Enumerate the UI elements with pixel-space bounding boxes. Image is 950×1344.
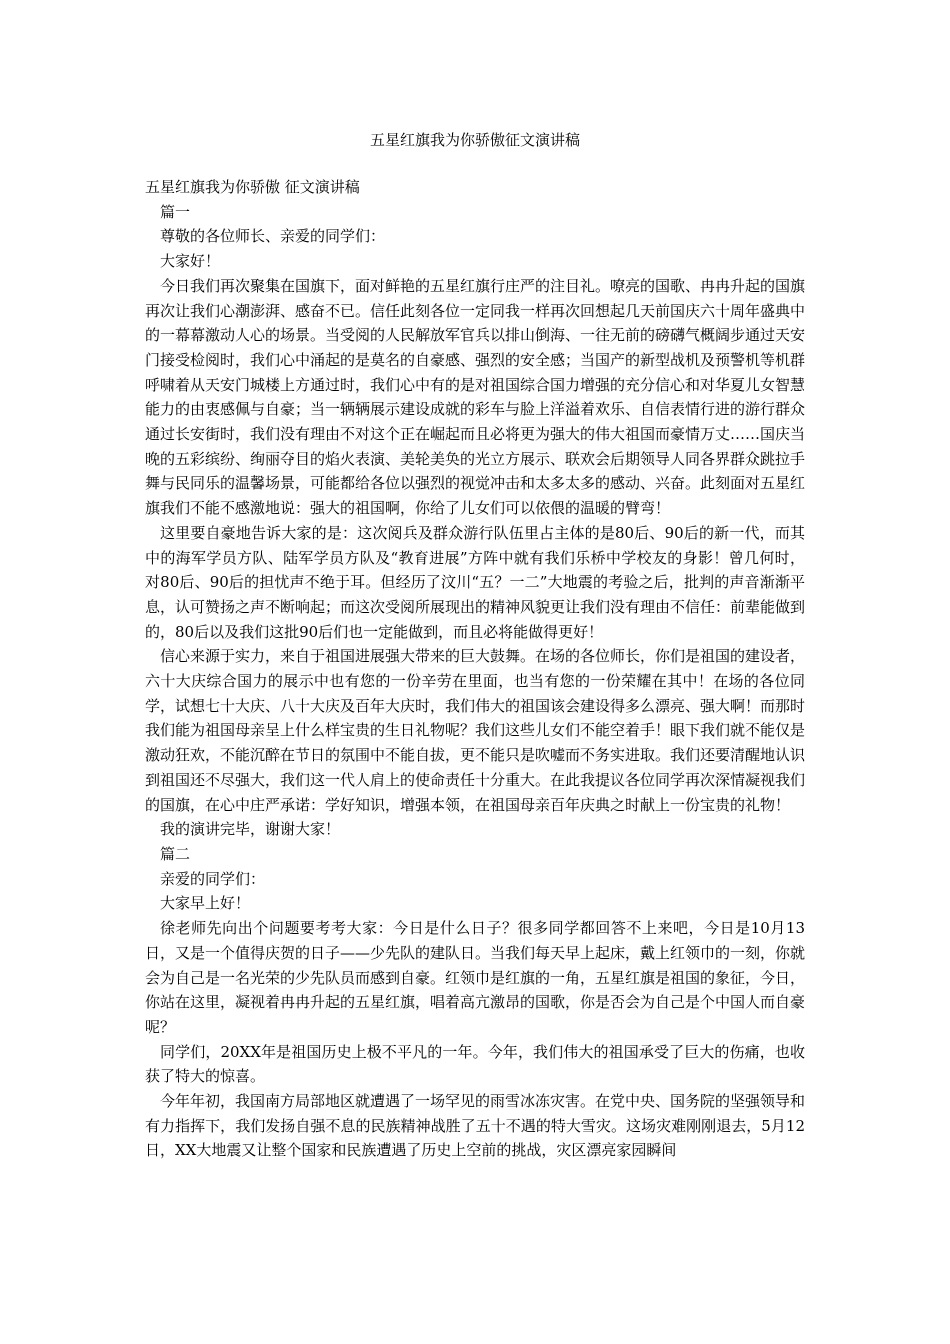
paragraph: 这里要自豪地告诉大家的是：这次阅兵及群众游行队伍里占主体的是80后、90后的新一代，而其中的海军学员方队、陆军学员方队及“教育进展”方阵中就有我们乐桥中学校友的身影！曾几何时，对80后、90后的担忧声不绝于耳。但经历了汶川“五？一二”大地震的考验之后，批判的声音渐渐平息，认可赞扬之声不断响起；而这次受阅所展现出的精神风貌更让我们没有理由不信任：前辈能做到的，80后以及我们这批90后们也一定能做到，而且必将能做得更好！ <box>145 523 806 641</box>
salutation-1: 尊敬的各位师长、亲爱的同学们： <box>160 227 386 246</box>
paragraph: 同学们，20XX年是祖国历史上极不平凡的一年。今年，我们伟大的祖国承受了巨大的伤痛，也收获了特大的惊喜。 <box>145 1042 805 1086</box>
document-body <box>145 175 805 1163</box>
closing-line: 我的演讲完毕，谢谢大家！ <box>160 820 341 839</box>
paragraph: 信心来源于实力，来自于祖国进展强大带来的巨大鼓舞。在场的各位师长，你们是祖国的建设者，六十大庆综合国力的展示中也有您的一份辛劳在里面，也当有您的一份荣耀在其中！在场的各位同学，试想七十大庆、八十大庆及百年大庆时，我们伟大的祖国该会建设得多么漂亮、强大啊！而那时我们能为祖国母亲呈上什么样宝贵的生日礼物呢？我们这些儿女们不能空着手！眼下我们就不能仅是激动狂欢，不能沉醉在节日的氛围中不能自拔，更不能只是吹嘘而不务实进取。我们还要清醒地认识到祖国还不尽强大，我们这一代人肩上的使命责任十分重大。在此我提议各位同学再次深情凝视我们的国旗，在心中庄严承诺：学好知识，增强本领，在祖国母亲百年庆典之时献上一份宝贵的礼物！ <box>145 647 806 814</box>
paragraph: 徐老师先向出个问题要考考大家：今日是什么日子？很多同学都回答不上来吧，今日是10月13日，又是一个值得庆贺的日子——少先队的建队日。当我们每天早上起床，戴上红领巾的一刻，你就会为自己是一名光荣的少先队员而感到自豪。红领巾是红旗的一角，五星红旗是祖国的象征，今日，你站在这里，凝视着冉冉升起的五星红旗，唱着高亢激昂的国歌，你是否会为自己是个中国人而自豪呢？ <box>145 919 806 1036</box>
greeting-2: 大家早上好！ <box>160 894 251 913</box>
salutation-2: 亲爱的同学们： <box>160 869 266 888</box>
section-heading-2: 篇二 <box>160 844 191 863</box>
subtitle-line: 五星红旗我为你骄傲 征文演讲稿 <box>145 178 360 196</box>
paragraph: 今日我们再次聚集在国旗下，面对鲜艳的五星红旗行庄严的注目礼。嘹亮的国歌、冉冉升起的国旗再次让我们心潮澎湃、感奋不已。信任此刻各位一定同我一样再次回想起几天前国庆六十周年盛典中的一幕幕激动人心的场景。当受阅的人民解放军官兵以排山倒海、一往无前的磅礴气概阔步通过天安门接受检阅时，我们心中涌起的是莫名的自豪感、强烈的安全感；当国产的新型战机及预警机等机群呼啸着从天安门城楼上方通过时，我们心中有的是对祖国综合国力增强的充分信心和对华夏儿女智慧能力的由衷感佩与自豪；当一辆辆展示建设成就的彩车与脸上洋溢着欢乐、自信表情行进的游行群众通过长安街时，我们没有理由不对这个正在崛起而且必将更为强大的伟大祖国而豪情万丈……国庆当晚的五彩缤纷、绚丽夺目的焰火表演、美轮美奂的光立方展示、联欢会后期领导人同各界群众跳拉手舞与民同乐的温馨场景，可能都给各位以强烈的视觉冲击和太多太多的感动、兴奋。此刻面对五星红旗我们不能不感激地说：强大的祖国啊，你给了儿女们可以依偎的温暖的臂弯！ <box>145 276 806 518</box>
section-heading-1: 篇一 <box>160 202 191 221</box>
greeting-1: 大家好！ <box>160 252 221 271</box>
document-title: 五星红旗我为你骄傲征文演讲稿 <box>369 131 580 149</box>
paragraph: 今年年初，我国南方局部地区就遭遇了一场罕见的雨雪冰冻灾害。在党中央、国务院的坚强领导和有力指挥下，我们发扬自强不息的民族精神战胜了五十不遇的特大雪灾。这场灾难刚刚退去，5月12日，XX大地震又让整个国家和民族遭遇了历史上空前的挑战，灾区漂亮家园瞬间 <box>145 1092 806 1160</box>
